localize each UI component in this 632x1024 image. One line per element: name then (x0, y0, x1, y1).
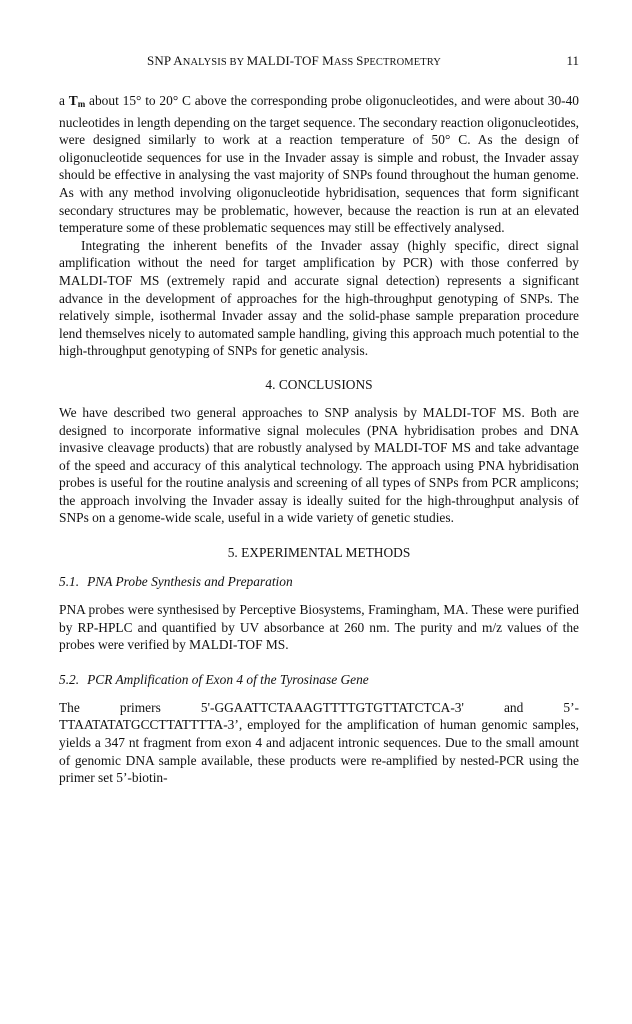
page-number: 11 (566, 53, 579, 68)
paragraph-text: about 15° to 20° C above the corresponding probe oligonucleotides, and were about 30-40 nucleotides in length depending on the target sequence. The secondary reaction oligonucleotides, were designed similarly to work at a reaction temperature of 50° C. As the design of oligonucleotide sequences for use in the Invader assay is simple and robust, the Invader assay should be effective in analysing the vast majority of SNPs found throughout the human genome. As with any method involving oligonucleotide hybridisation, sequences that form significant secondary structures may be problematic, however, because the reaction is run at an elevated temperature some of these problematic sequences may still be effectively analysed. (59, 93, 580, 236)
running-title-part: SNP A (147, 53, 183, 68)
tm-symbol: T (68, 93, 78, 108)
running-title-part: ASS (333, 57, 357, 68)
subsection-title: PNA Probe Synthesis and Preparation (87, 574, 293, 590)
running-title-part: NALYSIS BY (182, 57, 247, 68)
running-title-part: PECTROMETRY (363, 57, 441, 68)
running-title (147, 52, 441, 72)
paragraph-conclusions: We have described two general approaches to SNP analysis by MALDI-TOF MS. Both are designed to incorporate informative signal molecules (PNA hybridisation probes and DNA invasive cleavage products) that are robustly analysed by MALDI-TOF MS and take advantage of the speed and accuracy of this analytical technology. The approach using PNA hybridisation probes is useful for the routine analysis and screening of all types of SNPs from PCR amplicons; the approach involving the Invader assay is ideally suited for the high-throughput analysis of SNPs on a genome-wide scale, useful in a wide variety of genetic studies. (59, 404, 579, 526)
tm-subscript: m (77, 99, 86, 109)
subsection-title: PCR Amplification of Exon 4 of the Tyrosinase Gene (87, 671, 369, 687)
running-title-part: S (356, 53, 364, 68)
subsection-heading-pcr-amplification (59, 671, 579, 689)
section-heading-conclusions: 4. CONCLUSIONS (265, 376, 373, 392)
paragraph-invader-benefits: Integrating the inherent benefits of the Invader assay (highly specific, direct signal amplification without the need for target amplification by PCR) with those conferred by MALDI-TOF MS (extremely rapid and accurate signal detection) represents a significant advance in the development of approaches for the high-throughput genotyping of SNPs. The relatively simple, isothermal Invader assay and the solid-phase sample preparation procedure lend themselves nicely to automated sample handling, giving this approach much potential to the high-throughput genotyping of SNPs for genetic analysis. (59, 237, 579, 359)
melting-temperature-symbol (69, 93, 85, 108)
paragraph-pcr-amplification: The primers 5'-GGAATTCTAAAGTTTTGTGTTATCTCA-3' and 5’-TTAATATATGCCTTATTTTA-3’, employed for the amplification of human genomic samples, yields a 347 nt fragment from exon 4 and adjacent intronic sequences. Due to the small amount of genomic DNA sample available, these products were re-amplified by nested-PCR using the primer set 5’-biotin- (59, 699, 579, 786)
running-title-part: MALDI-TOF M (246, 53, 334, 68)
subsection-number: 5.1. (59, 574, 80, 590)
section-heading-experimental-methods: 5. EXPERIMENTAL METHODS (227, 545, 411, 561)
paragraph-prefix: a (59, 93, 69, 108)
subsection-heading-pna-probe (59, 573, 579, 591)
paragraph-pna-probe: PNA probes were synthesised by Perceptive Biosystems, Framingham, MA. These were purified by RP-HPLC and quantified by UV absorbance at 260 nm. The purity and m/z values of the probes were verified by MALDI-TOF MS. (59, 602, 579, 653)
subsection-number: 5.2. (59, 671, 80, 687)
body-text (59, 92, 579, 787)
journal-page (59, 52, 579, 787)
paragraph-tm-description (59, 92, 579, 237)
running-head (59, 52, 579, 74)
